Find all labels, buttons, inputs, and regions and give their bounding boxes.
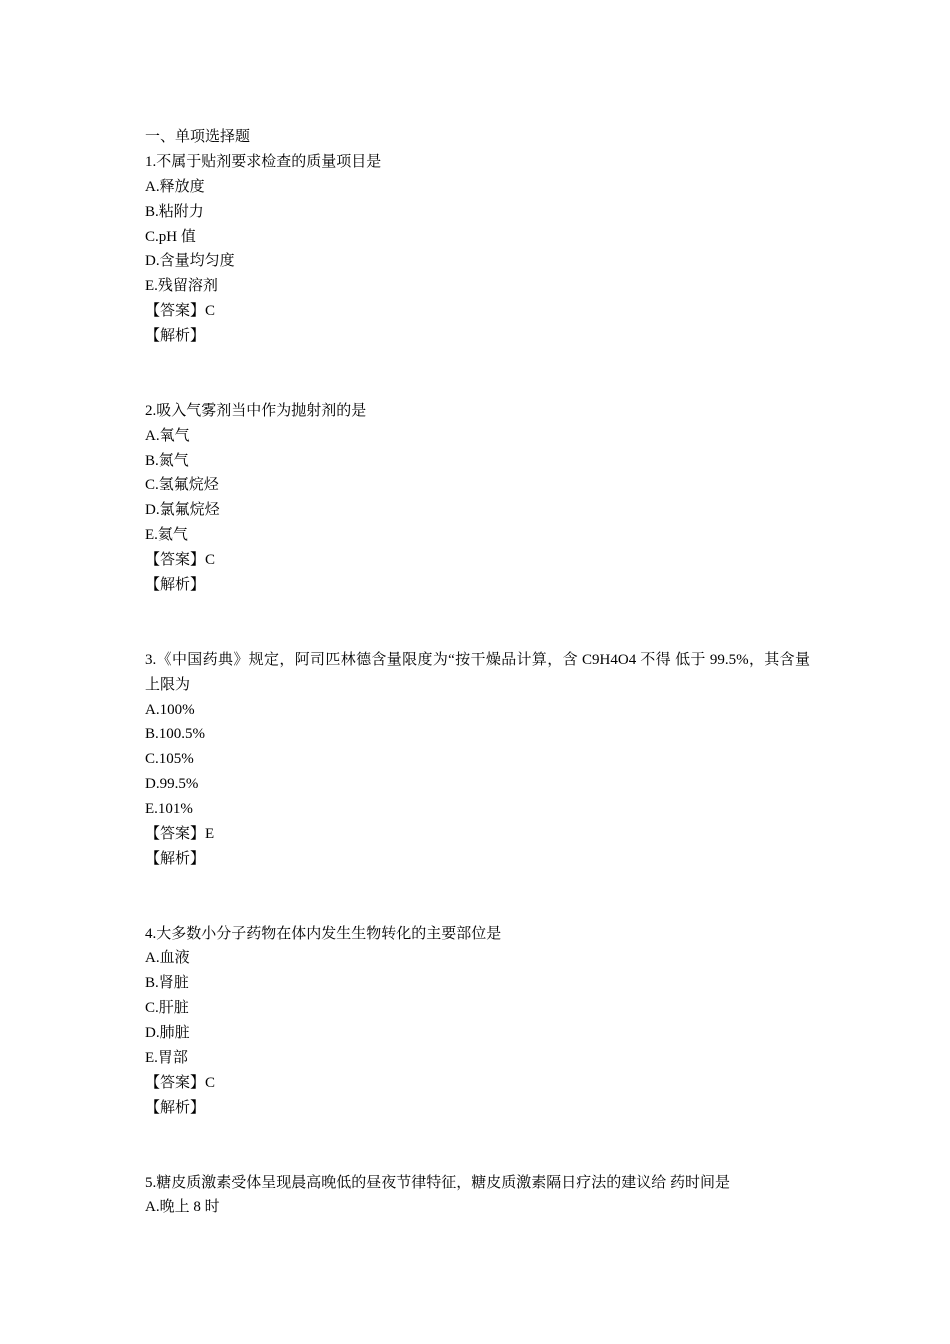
question-stem: 4.大多数小分子药物在体内发生生物转化的主要部位是 [145, 925, 502, 942]
option-d: D.氯氟烷烃 [145, 502, 220, 519]
option-d: D.99.5% [145, 776, 199, 793]
answer: 【答案】C [145, 303, 216, 320]
option-a: A.氧气 [145, 427, 190, 444]
analysis: 【解析】 [145, 850, 206, 867]
question-stem: 1.不属于贴剂要求检查的质量项目是 [145, 153, 382, 170]
question-spacer [145, 1121, 810, 1171]
document-page [145, 125, 810, 1220]
option-c: C.105% [145, 751, 194, 768]
option-e: E.胃部 [145, 1050, 188, 1067]
question-spacer [145, 598, 810, 648]
option-b: B.肾脏 [145, 975, 189, 992]
option-a: A.晚上 8 时 [145, 1199, 220, 1216]
option-e: E.氦气 [145, 527, 188, 544]
answer: 【答案】E [145, 826, 215, 842]
question-3 [145, 648, 810, 872]
question-stem: 2.吸入气雾剂当中作为抛射剂的是 [145, 402, 367, 419]
option-c: C.氢氟烷烃 [145, 477, 219, 494]
option-a: A.释放度 [145, 178, 205, 195]
option-c: C.肝脏 [145, 1000, 189, 1017]
option-b: B.氮气 [145, 452, 189, 469]
question-5 [145, 1171, 810, 1221]
answer: 【答案】C [145, 552, 216, 569]
option-d: D.肺脏 [145, 1025, 190, 1042]
option-d: D.含量均匀度 [145, 253, 235, 270]
question-spacer [145, 349, 810, 399]
analysis: 【解析】 [145, 1099, 206, 1116]
section-title: 一、单项选择题 [145, 129, 251, 145]
option-a: A.血液 [145, 950, 190, 967]
answer: 【答案】C [145, 1074, 216, 1091]
question-1 [145, 150, 810, 349]
option-c: C.pH 值 [145, 228, 196, 245]
question-spacer [145, 872, 810, 922]
analysis: 【解析】 [145, 328, 206, 345]
option-b: B.粘附力 [145, 203, 204, 220]
analysis: 【解析】 [145, 577, 206, 594]
question-stem: 3.《中国药典》规定，阿司匹林德含量限度为“按干燥品计算，含 C9H4O4 不得 低于 99.5%，其含量上限为 [145, 651, 810, 693]
option-b: B.100.5% [145, 726, 205, 743]
question-stem: 5.糖皮质激素受体呈现晨高晚低的昼夜节律特征，糖皮质激素隔日疗法的建议给 药时间是 [145, 1174, 731, 1191]
option-e: E.101% [145, 801, 193, 818]
question-4 [145, 922, 810, 1121]
question-2 [145, 399, 810, 598]
option-a: A.100% [145, 701, 195, 718]
option-e: E.残留溶剂 [145, 278, 218, 295]
